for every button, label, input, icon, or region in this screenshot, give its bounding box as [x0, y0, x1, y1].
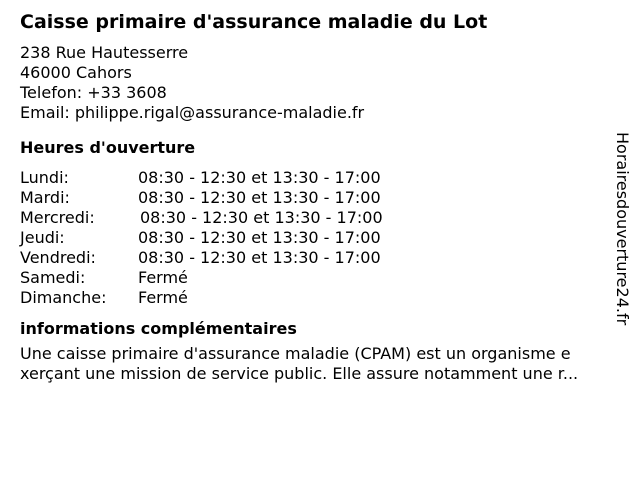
city-postcode: 46000 Cahors — [20, 63, 132, 82]
page-title: Caisse primaire d'assurance maladie du Lot — [20, 11, 488, 33]
phone-number: Telefon: +33 3608 — [20, 83, 167, 102]
hours-row-mercredi — [20, 208, 620, 228]
info-line-2: xerçant une mission de service public. Elle assure notamment une r... — [20, 364, 579, 383]
info-line-1: Une caisse primaire d'assurance maladie (CPAM) est un organisme e — [20, 344, 571, 363]
address-block — [20, 43, 620, 123]
hours-row-mardi — [20, 188, 620, 208]
day-hours: 08:30 - 12:30 et 13:30 - 17:00 — [138, 168, 381, 187]
day-label: Dimanche: — [20, 288, 107, 307]
business-card — [20, 10, 620, 384]
additional-info-heading: informations complémentaires — [20, 319, 297, 338]
opening-hours-table — [20, 168, 620, 308]
email-address: Email: philippe.rigal@assurance-maladie.fr — [20, 103, 365, 122]
hours-row-samedi — [20, 268, 620, 288]
hours-row-jeudi — [20, 228, 620, 248]
opening-hours-heading: Heures d'ouverture — [20, 138, 196, 157]
day-hours: 08:30 - 12:30 et 13:30 - 17:00 — [138, 248, 381, 267]
day-hours: Fermé — [138, 288, 188, 307]
brand-watermark: Horairesdouverture24.fr — [613, 132, 632, 326]
day-hours: 08:30 - 12:30 et 13:30 - 17:00 — [138, 228, 381, 247]
hours-row-dimanche — [20, 288, 620, 308]
day-hours: Fermé — [138, 268, 188, 287]
day-label: Samedi: — [20, 268, 86, 287]
day-label: Mercredi: — [20, 208, 95, 227]
day-hours: 08:30 - 12:30 et 13:30 - 17:00 — [138, 188, 381, 207]
day-label: Jeudi: — [20, 228, 65, 247]
day-label: Lundi: — [20, 168, 69, 187]
day-hours: 08:30 - 12:30 et 13:30 - 17:00 — [140, 208, 383, 227]
hours-row-vendredi — [20, 248, 620, 268]
hours-row-lundi — [20, 168, 620, 188]
street-address: 238 Rue Hautesserre — [20, 43, 189, 62]
day-label: Vendredi: — [20, 248, 96, 267]
additional-info-text — [20, 344, 620, 384]
day-label: Mardi: — [20, 188, 70, 207]
